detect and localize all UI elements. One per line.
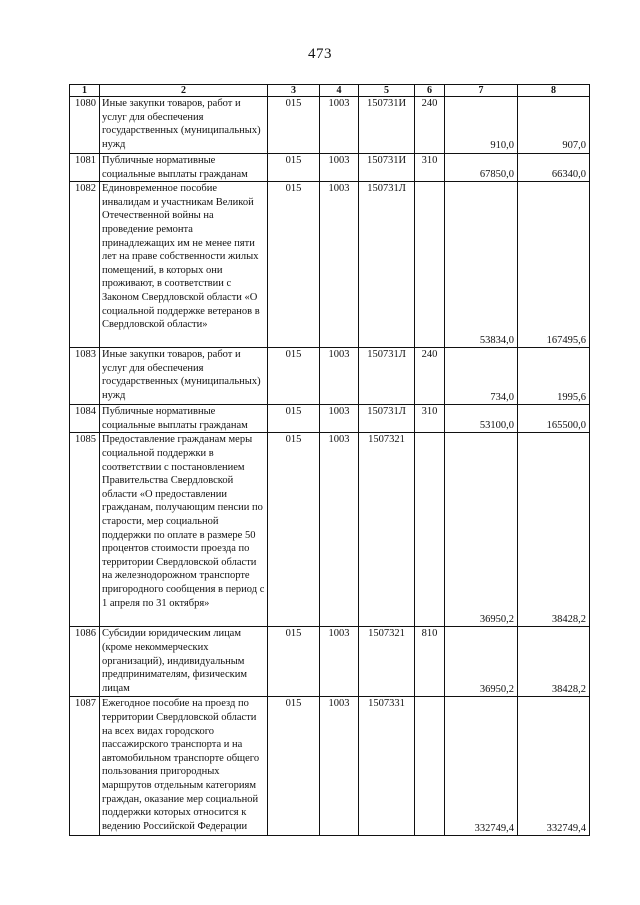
cell-col5: 150731И [359,154,415,182]
row-number: 1082 [70,182,100,348]
cell-col4: 1003 [320,97,359,154]
cell-col6: 240 [415,348,445,405]
cell-col7: 67850,0 [445,154,518,182]
column-header: 2 [100,85,268,97]
cell-col7: 734,0 [445,348,518,405]
row-name: Ежегодное пособие на проезд по территории Свердловской области на всех видах городского пассажирского транспорта и на автомобильном транспорте общего пользования пригородных маршрутов отдельным категориям граждан, оказание мер социальной поддержки которых относится к ведению Российской Федерации [100,697,268,836]
cell-col3: 015 [268,433,320,627]
row-number: 1083 [70,348,100,405]
cell-col7: 36950,2 [445,627,518,697]
row-name: Субсидии юридическим лицам (кроме некоммерческих организаций), индивидуальным предпринимателям, физическим лицам [100,627,268,697]
row-number: 1087 [70,697,100,836]
cell-col4: 1003 [320,182,359,348]
cell-col4: 1003 [320,627,359,697]
budget-table [69,84,590,836]
row-name: Иные закупки товаров, работ и услуг для обеспечения государственных (муниципальных) нужд [100,348,268,405]
row-number: 1084 [70,405,100,433]
column-header: 5 [359,85,415,97]
cell-col4: 1003 [320,697,359,836]
column-header: 1 [70,85,100,97]
column-header: 8 [518,85,590,97]
cell-col7: 332749,4 [445,697,518,836]
row-number: 1081 [70,154,100,182]
cell-col3: 015 [268,97,320,154]
row-name: Публичные нормативные социальные выплаты гражданам [100,154,268,182]
column-header: 6 [415,85,445,97]
cell-col8: 66340,0 [518,154,590,182]
cell-col3: 015 [268,405,320,433]
cell-col4: 1003 [320,348,359,405]
cell-col6: 240 [415,97,445,154]
cell-col6: 310 [415,154,445,182]
cell-col3: 015 [268,182,320,348]
cell-col8: 167495,6 [518,182,590,348]
table-row [70,182,590,348]
column-header: 3 [268,85,320,97]
table-row [70,154,590,182]
cell-col6 [415,182,445,348]
cell-col8: 907,0 [518,97,590,154]
cell-col4: 1003 [320,433,359,627]
row-number: 1085 [70,433,100,627]
cell-col7: 53100,0 [445,405,518,433]
cell-col8: 1995,6 [518,348,590,405]
cell-col7: 910,0 [445,97,518,154]
row-number: 1080 [70,97,100,154]
cell-col8: 38428,2 [518,433,590,627]
table-row [70,97,590,154]
cell-col8: 165500,0 [518,405,590,433]
cell-col4: 1003 [320,154,359,182]
cell-col7: 53834,0 [445,182,518,348]
row-name: Публичные нормативные социальные выплаты гражданам [100,405,268,433]
cell-col3: 015 [268,348,320,405]
page-number: 473 [308,46,332,62]
row-number: 1086 [70,627,100,697]
cell-col3: 015 [268,154,320,182]
cell-col7: 36950,2 [445,433,518,627]
cell-col8: 332749,4 [518,697,590,836]
table-row [70,433,590,627]
cell-col5: 150731Л [359,405,415,433]
cell-col3: 015 [268,627,320,697]
row-name: Единовременное пособие инвалидам и участникам Великой Отечественной войны на проведение ремонта принадлежащих им не менее пяти лет на праве собственности жилых помещений, в которых они проживают, в соответствии с Законом Свердловской области «О социальной поддержке ветеранов в Свердловской области» [100,182,268,348]
cell-col5: 150731И [359,97,415,154]
column-header: 4 [320,85,359,97]
column-header: 7 [445,85,518,97]
row-name: Предоставление гражданам меры социальной поддержки в соответствии с постановлением Правительства Свердловской области «О предоставлении гражданам, получающим пенсии по старости, мер социальной поддержки по оплате в размере 50 процентов стоимости проезда по территории Свердловской области на железнодорожном транспорте пригородного сообщения в период с 1 апреля по 31 октября» [100,433,268,627]
cell-col5: 150731Л [359,348,415,405]
cell-col6 [415,697,445,836]
cell-col5: 1507321 [359,627,415,697]
row-name: Иные закупки товаров, работ и услуг для обеспечения государственных (муниципальных) нужд [100,97,268,154]
table-row [70,697,590,836]
table-row [70,627,590,697]
cell-col5: 1507331 [359,697,415,836]
cell-col5: 150731Л [359,182,415,348]
table-header-row [70,85,590,97]
cell-col4: 1003 [320,405,359,433]
cell-col6: 310 [415,405,445,433]
cell-col6 [415,433,445,627]
cell-col5: 1507321 [359,433,415,627]
table-row [70,348,590,405]
table-row [70,405,590,433]
cell-col6: 810 [415,627,445,697]
cell-col3: 015 [268,697,320,836]
cell-col8: 38428,2 [518,627,590,697]
